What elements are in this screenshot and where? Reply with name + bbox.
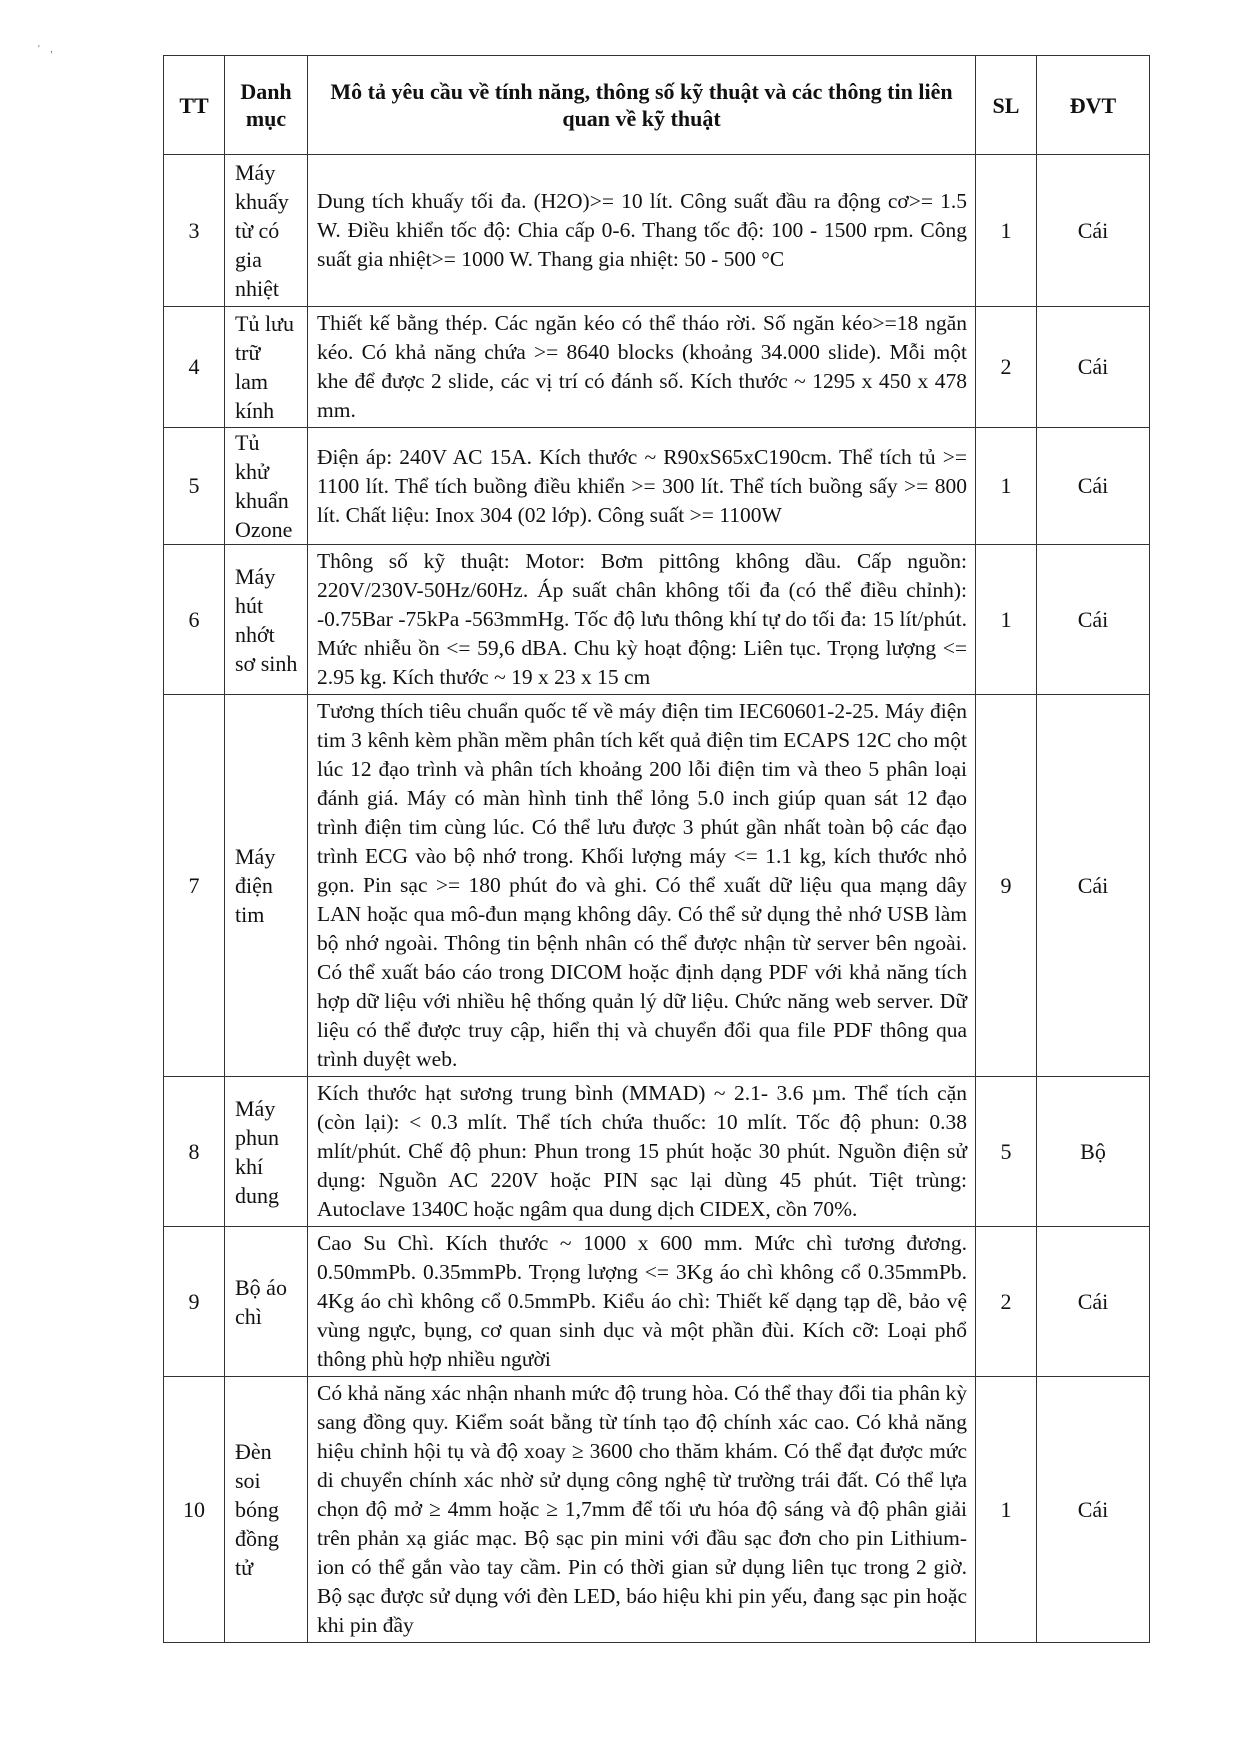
row-number: 9 xyxy=(164,1227,225,1377)
item-quantity: 2 xyxy=(976,1227,1037,1377)
item-name-line: kính xyxy=(235,398,275,423)
item-unit: Cái xyxy=(1037,1227,1150,1377)
item-name-line: Tủ lưu xyxy=(235,311,294,336)
item-description: Kích thước hạt sương trung bình (MMAD) ~ 2.1- 3.6 µm. Thể tích cặn (còn lại): < 0.3 mlít. Thể tích chứa thuốc: 10 mlít. Tốc độ phun: 0.38 mlít/phút. Chế độ phun: Phun trong 15 phút hoặc 30 phút. Nguồn điện sử dụng: Nguồn AC 220V hoặc PIN sạc lại dùng 45 phút. Tiệt trùng: Autoclave 1340C hoặc ngâm qua dung dịch CIDEX, cồn 70%. xyxy=(308,1077,976,1227)
table-row xyxy=(164,545,1150,695)
item-name-line: tim xyxy=(235,902,265,927)
item-name-line: Tủ xyxy=(235,430,260,455)
item-quantity: 5 xyxy=(976,1077,1037,1227)
item-name-line: nhớt xyxy=(235,621,275,647)
item-quantity: 1 xyxy=(976,155,1037,307)
item-name-line: dung xyxy=(235,1182,279,1208)
item-name-line: soi xyxy=(235,1468,261,1493)
item-description: Cao Su Chì. Kích thước ~ 1000 x 600 mm. Mức chì tương đương. 0.50mmPb. 0.35mmPb. Trọng lượng <= 3Kg áo chì không cổ 0.35mmPb. 4Kg áo chì không cổ 0.5mmPb. Kiểu áo chì: Thiết kế dạng tạp dề, bảo vệ vùng ngực, bụng, cơ quan sinh dục và một phần đùi. Kích cỡ: Loại phổ thông phù hợp nhiều người xyxy=(308,1227,976,1377)
item-name-line: gia xyxy=(235,247,262,272)
item-unit: Cái xyxy=(1037,307,1150,428)
item-name xyxy=(225,695,308,1077)
item-name-line: Ozone xyxy=(235,517,293,542)
item-quantity: 2 xyxy=(976,307,1037,428)
table-header-row xyxy=(164,56,1150,155)
row-number: 6 xyxy=(164,545,225,695)
item-name-line: khử xyxy=(235,459,269,484)
item-name-line: Máy xyxy=(235,563,276,589)
header-qty: SL xyxy=(976,56,1037,155)
item-name xyxy=(225,1227,308,1377)
item-name-line: điện xyxy=(235,873,273,898)
item-name-line: Đèn xyxy=(235,1439,272,1464)
item-name-line: Máy xyxy=(235,844,276,869)
table-row xyxy=(164,428,1150,545)
item-unit: Cái xyxy=(1037,428,1150,545)
item-name xyxy=(225,1377,308,1643)
header-category: Danh mục xyxy=(225,56,308,155)
item-unit: Cái xyxy=(1037,1377,1150,1643)
item-name-line: phun xyxy=(235,1124,279,1150)
item-description: Thiết kế bằng thép. Các ngăn kéo có thể tháo rời. Số ngăn kéo>=18 ngăn kéo. Có khả năng chứa >= 8640 blocks (khoảng 34.000 slide). Mỗi một khe để được 2 slide, các vị trí có đánh số. Kích thước ~ 1295 x 450 x 478 mm. xyxy=(308,307,976,428)
row-number: 10 xyxy=(164,1377,225,1643)
row-number: 5 xyxy=(164,428,225,545)
item-name xyxy=(225,155,308,307)
item-quantity: 1 xyxy=(976,1377,1037,1643)
item-quantity: 1 xyxy=(976,545,1037,695)
scan-specks: ' , xyxy=(38,44,57,55)
item-unit: Cái xyxy=(1037,545,1150,695)
row-number: 8 xyxy=(164,1077,225,1227)
item-name-line: khí xyxy=(235,1153,264,1179)
item-description: Tương thích tiêu chuẩn quốc tế về máy điện tim IEC60601-2-25. Máy điện tim 3 kênh kèm phần mềm phân tích kết quả điện tim ECAPS 12C cho một lúc 12 đạo trình và phân tích khoảng 200 lỗi điện tim và theo 5 phân loại đánh giá. Máy có màn hình tinh thể lỏng 5.0 inch giúp quan sát 12 đạo trình điện tim cùng lúc. Có thể lưu được 3 phút gần nhất toàn bộ các đạo trình ECG vào bộ nhớ trong. Khối lượng máy <= 1.1 kg, kích thước nhỏ gọn. Pin sạc >= 180 phút đo và ghi. Có thể xuất dữ liệu qua mạng dây LAN hoặc qua mô-đun mạng không dây. Có thể sử dụng thẻ nhớ USB làm bộ nhớ ngoài. Thông tin bệnh nhân có thể được nhận từ server bên ngoài. Có thể xuất báo cáo trong DICOM hoặc định dạng PDF với khả năng tích hợp dữ liệu với nhiều hệ thống quản lý dữ liệu. Chức năng web server. Dữ liệu có thể được truy cập, hiển thị và chuyển đổi qua file PDF thông qua trình duyệt web. xyxy=(308,695,976,1077)
row-number: 7 xyxy=(164,695,225,1077)
item-name-line: nhiệt xyxy=(235,276,279,301)
item-name-line: Máy xyxy=(235,1095,276,1121)
item-name xyxy=(225,1077,308,1227)
item-name xyxy=(225,545,308,695)
item-name-line: trữ xyxy=(235,340,261,365)
header-tt: TT xyxy=(164,56,225,155)
item-unit: Cái xyxy=(1037,695,1150,1077)
row-number: 4 xyxy=(164,307,225,428)
item-name-line: tử xyxy=(235,1555,254,1580)
table-row xyxy=(164,1227,1150,1377)
table-row xyxy=(164,155,1150,307)
item-unit: Cái xyxy=(1037,155,1150,307)
item-description: Điện áp: 240V AC 15A. Kích thước ~ R90xS65xC190cm. Thể tích tủ >= 1100 lít. Thể tích buồng điều khiển >= 300 lít. Thể tích buồng sấy >= 800 lít. Chất liệu: Inox 304 (02 lớp). Công suất >= 1100W xyxy=(308,428,976,545)
table-row xyxy=(164,1377,1150,1643)
item-name-line: hút xyxy=(235,592,264,618)
table-row xyxy=(164,1077,1150,1227)
item-name-line: chì xyxy=(235,1303,262,1329)
item-name-line: Máy xyxy=(235,160,276,185)
item-name xyxy=(225,428,308,545)
item-name xyxy=(225,307,308,428)
item-quantity: 1 xyxy=(976,428,1037,545)
equipment-spec-table xyxy=(163,55,1150,1643)
item-name-line: khuẩn xyxy=(235,488,289,513)
table-row xyxy=(164,695,1150,1077)
item-unit: Bộ xyxy=(1037,1077,1150,1227)
item-description: Dung tích khuấy tối đa. (H2O)>= 10 lít. Công suất đầu ra động cơ>= 1.5 W. Điều khiển tốc độ: Chia cấp 0-6. Thang tốc độ: 100 - 1500 rpm. Công suất gia nhiệt>= 1000 W. Thang gia nhiệt: 50 - 500 °C xyxy=(308,155,976,307)
item-name-line: lam xyxy=(235,369,268,394)
item-name-line: bóng xyxy=(235,1497,279,1522)
table-row xyxy=(164,307,1150,428)
header-unit: ĐVT xyxy=(1037,56,1150,155)
item-name-line: Bộ áo xyxy=(235,1274,287,1300)
item-quantity: 9 xyxy=(976,695,1037,1077)
item-description: Có khả năng xác nhận nhanh mức độ trung hòa. Có thể thay đổi tia phân kỳ sang đồng quy. Kiểm soát bằng từ tính tạo độ chính xác cao. Có khả năng hiệu chỉnh hội tụ và độ xoay ≥ 3600 cho thăm khám. Có thể đạt được mức di chuyển chính xác nhờ sử dụng công nghệ từ trường trái đất. Có thể lựa chọn độ mở ≥ 4mm hoặc ≥ 1,7mm để tối ưu hóa độ sáng và độ phân giải trên phản xạ giác mạc. Bộ sạc pin mini với đầu sạc đơn cho pin Lithium-ion có thể gắn vào tay cầm. Pin có thời gian sử dụng liên tục trong 2 giờ. Bộ sạc được sử dụng với đèn LED, báo hiệu khi pin yếu, đang sạc pin hoặc khi pin đầy xyxy=(308,1377,976,1643)
header-description: Mô tả yêu cầu về tính năng, thông số kỹ thuật và các thông tin liên quan về kỹ thuật xyxy=(308,56,976,155)
item-name-line: từ có xyxy=(235,218,280,243)
item-name-line: khuấy xyxy=(235,189,289,214)
row-number: 3 xyxy=(164,155,225,307)
item-name-line: sơ sinh xyxy=(235,650,298,676)
item-description: Thông số kỹ thuật: Motor: Bơm pittông không dầu. Cấp nguồn: 220V/230V-50Hz/60Hz. Áp suất chân không tối đa (có thể điều chỉnh): -0.75Bar -75kPa -563mmHg. Tốc độ lưu thông khí tự do tối đa: 15 lít/phút. Mức nhiễu ồn <= 59,6 dBA. Chu kỳ hoạt động: Liên tục. Trọng lượng <= 2.95 kg. Kích thước ~ 19 x 23 x 15 cm xyxy=(308,545,976,695)
item-name-line: đồng xyxy=(235,1526,279,1551)
